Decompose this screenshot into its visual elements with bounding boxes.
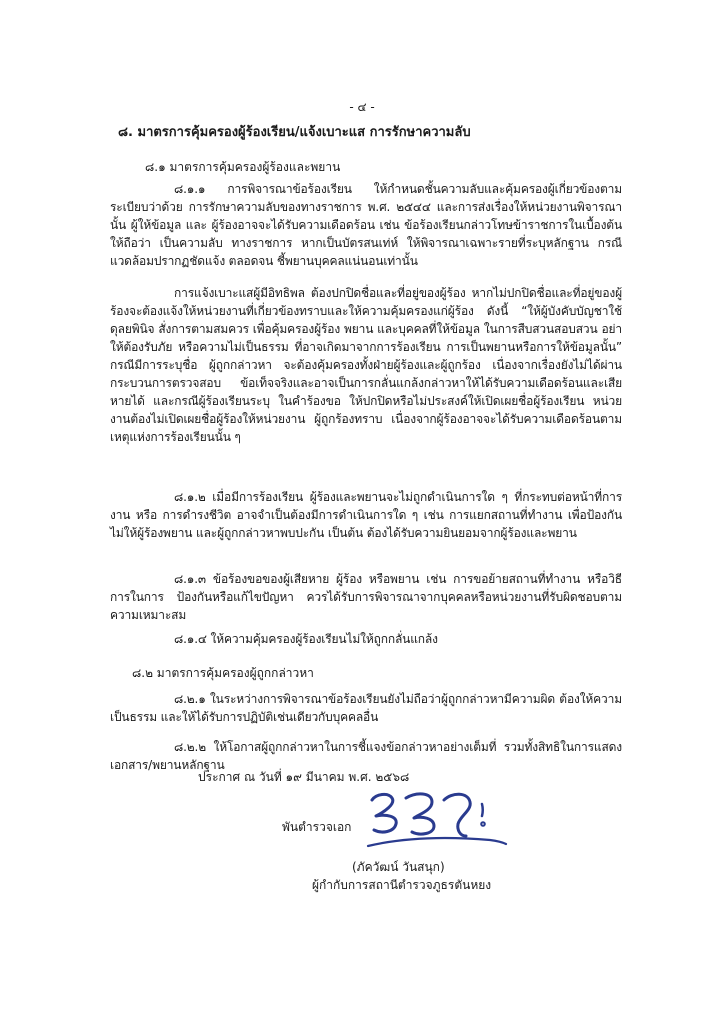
paragraph-8-1-3: ๘.๑.๓ ข้อร้องขอของผู้เสียหาย ผู้ร้อง หรือพยาน เช่น การขอย้ายสถานที่ทำงาน หรือวิธีการในการ ป้องกันหรือแก้ไขปัญหา ควรได้รับการพิจารณาจากบุคคลหรือหน่วยงานที่รับผิดชอบตามความเหมาะสม [110, 572, 622, 622]
paragraph-8-1-1: ๘.๑.๑ การพิจารณาข้อร้องเรียน ให้กำหนดชั้นความลับและคุ้มครองผู้เกี่ยวข้องตามระเบียบว่าด้วย การรักษาความลับของทางราชการ พ.ศ. ๒๕๔๔ และการส่งเรื่องให้หน่วยงานพิจารณานั้น ผู้ให้ข้อมูล และ ผู้ร้องอาจจะได้รับความเดือดร้อน เช่น ข้อร้องเรียนกล่าวโทษข้าราชการในเบื้องต้น ให้ถือว่า เป็นความลับ ทางราชการ หากเป็นบัตรสนเท่ห์ ให้พิจารณาเฉพาะรายที่ระบุหลักฐาน กรณีแวดล้อมปรากฏชัดแจ้ง ตลอดจน ชี้พยานบุคคลแน่นอนเท่านั้น [110, 182, 622, 268]
subsection-heading-8-2: ๘.๒ มาตรการคุ้มครองผู้ถูกกล่าวหา [132, 666, 314, 680]
paragraph-8-2-1: ๘.๒.๑ ในระหว่างการพิจารณาข้อร้องเรียนยังไม่ถือว่าผู้ถูกกล่าวหามีความผิด ต้องให้ความเป็นธรรม และให้ได้รับการปฏิบัติเช่นเดียวกับบุคคลอื่น [110, 692, 622, 724]
signatory-position: ผู้กำกับการสถานีตำรวจภูธรตันหยง [312, 878, 492, 892]
announcement-date: ประกาศ ณ วันที่ ๑๙ มีนาคม พ.ศ. ๒๕๖๘ [198, 770, 410, 784]
paragraph-8-1-2: ๘.๑.๒ เมื่อมีการร้องเรียน ผู้ร้องและพยานจะไม่ถูกดำเนินการใด ๆ ที่กระทบต่อหน้าที่การงาน หรือ การดำรงชีวิต อาจจำเป็นต้องมีการดำเนินการใด ๆ เช่น การแยกสถานที่ทำงาน เพื่อป้องกันไม่ให้ผู้ร้องพยาน และผู้ถูกกล่าวหาพบปะกัน เป็นต้น ต้องได้รับความยินยอมจากผู้ร้องและพยาน [110, 490, 622, 540]
signatory-rank: พันตำรวจเอก [282, 820, 352, 834]
handwritten-signature [362, 776, 512, 856]
paragraph-8-2-2: ๘.๒.๒ ให้โอกาสผู้ถูกกล่าวหาในการชี้แจงข้อกล่าวหาอย่างเต็มที่ รวมทั้งสิทธิในการแสดงเอกสาร/พยานหลักฐาน [110, 740, 622, 772]
subsection-heading-8-1: ๘.๑ มาตรการคุ้มครองผู้ร้องและพยาน [145, 160, 341, 174]
paragraph-8-1-4: ๘.๑.๔ ให้ความคุ้มครองผู้ร้องเรียนไม่ให้ถูกกลั่นแกล้ง [174, 632, 438, 646]
section-title: ๘. มาตรการคุ้มครองผู้ร้องเรียน/แจ้งเบาะแส การรักษาความลับ [118, 125, 471, 140]
signatory-name: (ภัควัฒน์ วันสนุก) [352, 860, 445, 874]
page-number: - ๔ - [349, 100, 375, 114]
paragraph-8-1-1-informant: การแจ้งเบาะแสผู้มีอิทธิพล ต้องปกปิดชื่อและที่อยู่ของผู้ร้อง หากไม่ปกปิดชื่อและที่อยู่ของผู้ร้องจะต้องแจ้งให้หน่วยงานที่เกี่ยวข้องทราบและให้ความคุ้มครองแก่ผู้ร้อง ดังนี้ “ให้ผู้บังคับบัญชาใช้ดุลยพินิจ สั่งการตามสมควร เพื่อคุ้มครองผู้ร้อง พยาน และบุคคลที่ให้ข้อมูล ในการสืบสวนสอบสวน อย่าให้ต้องรับภัย หรือความไม่เป็นธรรม ที่อาจเกิดมาจากการร้องเรียน การเป็นพยานหรือการให้ข้อมูลนั้น” กรณีมีการระบุชื่อ ผู้ถูกกล่าวหา จะต้องคุ้มครองทั้งฝ่ายผู้ร้องและผู้ถูกร้อง เนื่องจากเรื่องยังไม่ได้ผ่านกระบวนการตรวจสอบ ข้อเท็จจริงและอาจเป็นการกลั่นแกล้งกล่าวหาให้ได้รับความเดือดร้อนและเสียหายได้ และกรณีผู้ร้องเรียนระบุ ในคำร้องขอ ให้ปกปิดหรือไม่ประสงค์ให้เปิดเผยชื่อผู้ร้องเรียน หน่วยงานต้องไม่เปิดเผยชื่อผู้ร้องให้หน่วยงาน ผู้ถูกร้องทราบ เนื่องจากผู้ร้องอาจจะได้รับความเดือดร้อนตามเหตุแห่งการร้องเรียนนั้น ๆ [110, 286, 622, 444]
